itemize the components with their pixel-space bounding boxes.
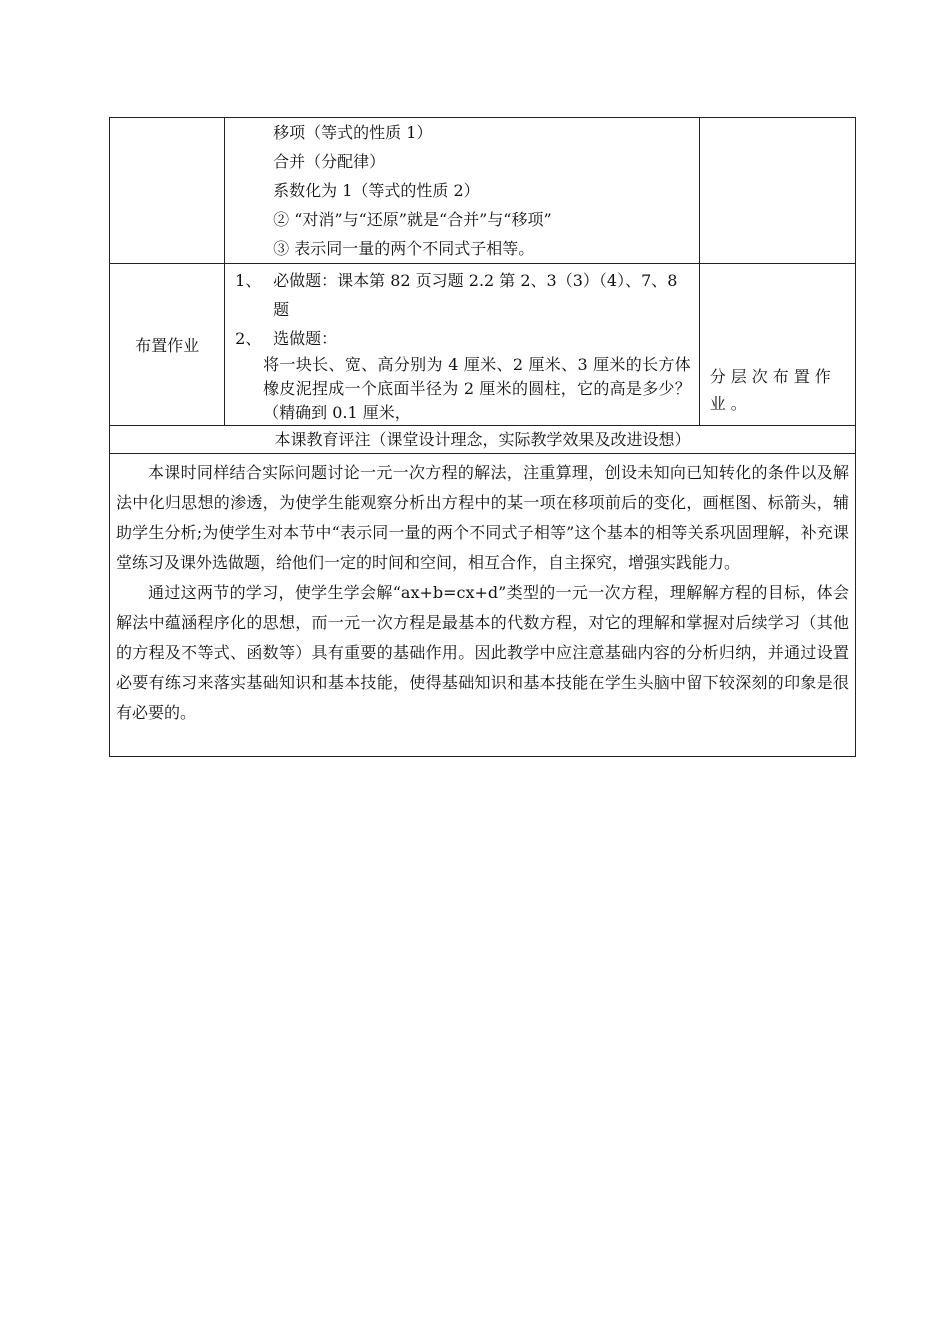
steps-label-cell bbox=[110, 118, 225, 264]
homework-content-cell bbox=[225, 264, 700, 426]
evaluation-heading-row bbox=[110, 426, 856, 454]
homework-note-cell bbox=[699, 264, 855, 426]
homework-item-1-number: 1、 bbox=[235, 271, 262, 290]
steps-content-cell bbox=[225, 118, 700, 264]
homework-item-optional bbox=[235, 324, 691, 353]
lesson-plan-table bbox=[109, 117, 856, 757]
steps-row bbox=[110, 118, 856, 264]
homework-item-2-number: 2、 bbox=[235, 329, 262, 348]
step-line-transpose: 移项（等式的性质 1） bbox=[273, 123, 433, 142]
steps-note-cell bbox=[699, 118, 855, 264]
homework-item-1-text: 必做题：课本第 82 页习题 2.2 第 2、3（3）（4）、7、8 题 bbox=[273, 271, 678, 319]
evaluation-body-row bbox=[110, 454, 856, 757]
step-line-coefficient: 系数化为 1（等式的性质 2） bbox=[273, 181, 480, 200]
evaluation-paragraph-1: 本课时同样结合实际问题讨论一元一次方程的解法，注重算理，创设未知向已知转化的条件以及解法中化归思想的渗透，为使学生能观察分析出方程中的某一项在移项前后的变化，画框图、标箭头，辅助学生分析;为使学生对本节中“表示同一量的两个不同式子相等”这个基本的相等关系巩固理解，补充课堂练习及课外选做题，给他们一定的时间和空间，相互合作，自主探究，增强实践能力。 bbox=[116, 463, 849, 572]
step-line-point-3: ③ 表示同一量的两个不同式子相等。 bbox=[273, 239, 535, 258]
step-line-point-2: ② “对消”与“还原”就是“合并”与“移项” bbox=[273, 210, 552, 229]
homework-item-required bbox=[235, 266, 691, 324]
homework-item-2-detail: 将一块长、宽、高分别为 4 厘米、2 厘米、3 厘米的长方体橡皮泥捏成一个底面半径为 2 厘米的圆柱，它的高是多少？（精确到 0.1 厘米， bbox=[263, 355, 691, 422]
homework-label: 布置作业 bbox=[110, 264, 225, 426]
evaluation-paragraph-2: 通过这两节的学习，使学生学会解“ax+b=cx+d”类型的一元一次方程，理解解方程的目标，体会解法中蕴涵程序化的思想，而一元一次方程是最基本的代数方程，对它的理解和掌握对后续学习（其他的方程及不等式、函数等）具有重要的基础作用。因此教学中应注意基础内容的分析归纳，并通过设置必要有练习来落实基础知识和基本技能，使得基础知识和基本技能在学生头脑中留下较深刻的印象是很有必要的。 bbox=[116, 583, 849, 722]
evaluation-body-cell bbox=[110, 454, 856, 757]
homework-row bbox=[110, 264, 856, 426]
homework-note: 分层次布置作业。 bbox=[709, 367, 836, 413]
step-line-combine: 合并（分配律） bbox=[273, 152, 386, 171]
evaluation-heading: 本课教育评注（课堂设计理念，实际教学效果及改进设想） bbox=[110, 426, 856, 454]
homework-item-2-text: 选做题： bbox=[273, 329, 338, 348]
